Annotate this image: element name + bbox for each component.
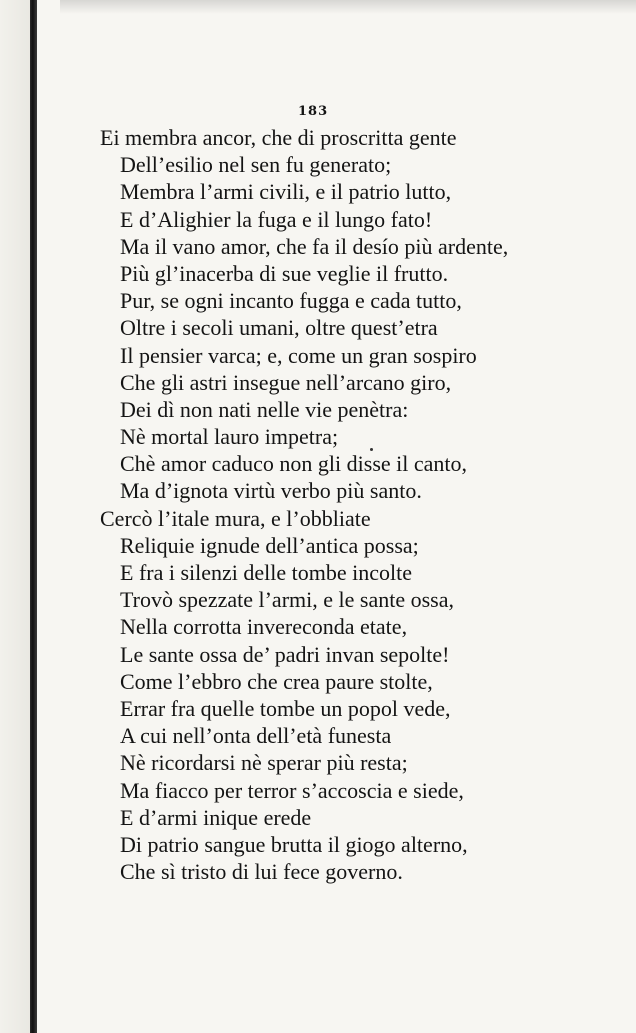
poem-line: Ma fiacco per terror s’accoscia e siede, [120,777,464,803]
poem-line: Ei membra ancor, che di proscritta gente [100,125,457,150]
poem-line: Come l’ebbro che crea paure stolte, [120,668,433,694]
poem-line: E d’armi inique erede [120,804,312,830]
poem-line: Che sì tristo di lui fece governo. [120,859,403,885]
poem-line: Le sante ossa de’ padri invan sepolte! [120,641,450,667]
poem-line: Cercò l’itale mura, e l’obbliate [100,505,371,531]
ink-speck [370,448,373,451]
poem-line: Il pensier varca; e, come un gran sospiro [120,342,477,368]
page-number: 183 [298,104,329,119]
poem-line: Reliquie ignude dell’antica possa; [120,532,419,558]
poem-line: Ma il vano amor, che fa il desío più ardente, [120,233,509,259]
book-binding-edge [30,0,37,1033]
poem-line: Trovò spezzate l’armi, e le sante ossa, [120,587,454,613]
poem-line: Nè mortal lauro impetra; [120,424,339,450]
poem-line: E d’Alighier la fuga e il lungo fato! [120,206,433,232]
poem-line: Più gl’inacerba di sue veglie il frutto. [120,260,449,286]
poem-line: Di patrio sangue brutta il giogo alterno, [120,831,468,857]
poem-line: Ma d’ignota virtù verbo più santo. [120,478,422,504]
page-gutter [0,0,30,1033]
poem-line: E fra i silenzi delle tombe incolte [120,560,413,585]
poem-line: Oltre i secoli umani, oltre quest’etra [120,315,438,341]
poem-body [100,124,600,885]
poem-line: Dei dì non nati nelle vie penètra: [120,396,409,422]
page-top-smudge [60,0,636,14]
poem-line: Nè ricordarsi nè sperar più resta; [120,750,408,776]
poem-line: Chè amor caduco non gli disse il canto, [120,451,468,477]
poem-line: Che gli astri insegue nell’arcano giro, [120,369,452,395]
poem-line: Errar fra quelle tombe un popol vede, [120,695,451,721]
poem-line: Nella corrotta invereconda etate, [120,614,408,640]
poem-line: Pur, se ogni incanto fugga e cada tutto, [120,288,462,314]
poem-line: Membra l’armi civili, e il patrio lutto, [120,179,452,205]
poem-line: A cui nell’onta dell’età funesta [120,723,392,749]
poem-line: Dell’esilio nel sen fu generato; [120,152,392,178]
